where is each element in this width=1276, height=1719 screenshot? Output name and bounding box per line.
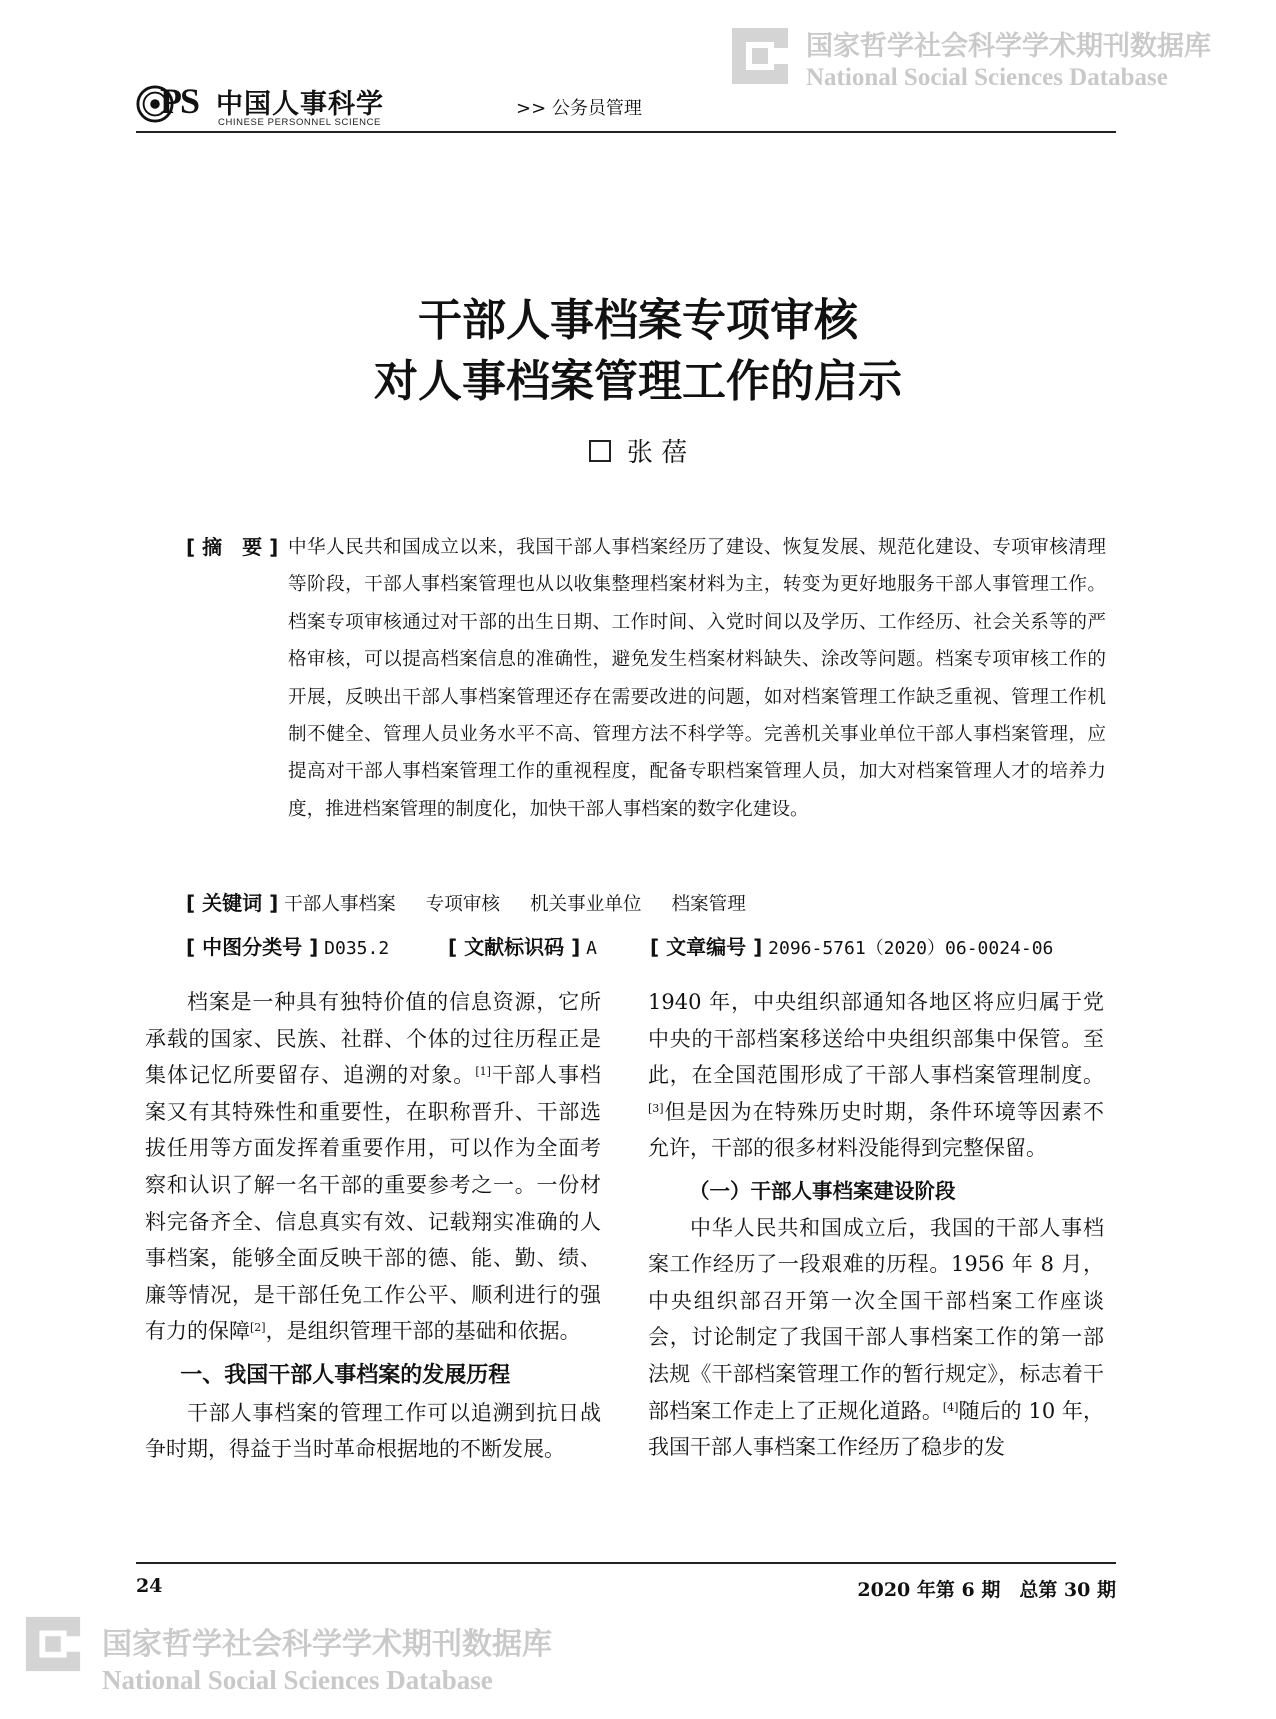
clc-label: [ 中图分类号 ] bbox=[186, 935, 319, 959]
watermark-en-text: National Social Sciences Database bbox=[806, 64, 1168, 91]
article-title-line2: 对人事档案管理工作的启示 bbox=[374, 356, 902, 407]
clc-value: D035.2 bbox=[324, 938, 390, 959]
keyword-item: 机关事业单位 bbox=[529, 894, 642, 915]
issue-info: 2020 年第 6 期 总第 30 期 bbox=[857, 1579, 1116, 1601]
database-watermark-bottom bbox=[22, 1607, 582, 1707]
subsection-heading: （一）干部人事档案建设阶段 bbox=[689, 1178, 956, 1203]
body-text: 1940 年，中央组织部通知各地区将应归属于党中央的干部档案移送给中央组织部集中保管。至此，在全国范围形成了干部人事档案管理制度。 bbox=[648, 990, 1104, 1088]
body-paragraph bbox=[145, 984, 601, 1350]
citation-ref: [1] bbox=[475, 1065, 491, 1079]
doc-code-field bbox=[448, 931, 597, 960]
journal-logo-mark: PS bbox=[160, 81, 199, 121]
database-logo-icon bbox=[22, 1613, 84, 1675]
keyword-item: 专项审核 bbox=[425, 894, 501, 915]
footer-rule bbox=[136, 1562, 1116, 1564]
section-heading: 一、我国干部人事档案的发展历程 bbox=[180, 1362, 511, 1388]
keyword-item: 干部人事档案 bbox=[284, 894, 396, 915]
journal-section: >> 公务员管理 bbox=[516, 98, 642, 119]
article-number-label: [ 文章编号 ] bbox=[650, 935, 763, 959]
body-column-right bbox=[648, 984, 1104, 1466]
body-paragraph bbox=[648, 984, 1104, 1167]
author-line bbox=[0, 432, 1276, 469]
body-text: 中华人民共和国成立后，我国的干部人事档案工作经历了一段艰难的历程。1956 年 8 月，中央组织部召开第一次全国干部档案工作座谈会，讨论制定了我国干部人事档案工作的第一部法规《干部档案管理工作的暂行规定》，标志着干部档案工作走上了正规化道路。 bbox=[648, 1215, 1104, 1423]
body-column-left bbox=[145, 984, 601, 1468]
article-number-field bbox=[650, 931, 1053, 960]
page-number: 24 bbox=[136, 1575, 163, 1597]
watermark-cn-text: 国家哲学社会科学学术期刊数据库 bbox=[806, 31, 1211, 62]
author-box-icon bbox=[589, 440, 611, 462]
body-text: ，是组织管理干部的基础和依据。 bbox=[265, 1319, 581, 1344]
body-paragraph: 干部人事档案的管理工作可以追溯到抗日战争时期，得益于当时革命根据地的不断发展。 bbox=[145, 1400, 601, 1462]
journal-header bbox=[136, 82, 1116, 130]
classification-line bbox=[186, 931, 1116, 961]
journal-name-en: CHINESE PERSONNEL SCIENCE bbox=[218, 117, 381, 128]
database-watermark-top bbox=[728, 10, 1268, 92]
keywords-line bbox=[186, 887, 770, 916]
body-text: 随后的 10 年，我国干部人事档案工作经历了稳步的发 bbox=[648, 1398, 1104, 1460]
body-text: 干部人事档案又有其特殊性和重要性，在职称晋升、干部选拔任用等方面发挥着重要作用，可以作为全面考察和认识了解一名干部的重要参考之一。一份材料完备齐全、信息真实有效、记载翔实准确的人事档案，能够全面反映干部的德、能、勤、绩、廉等情况，是干部任免工作公平、顺利进行的强有力的保障 bbox=[145, 1063, 602, 1344]
header-rule bbox=[136, 131, 1116, 133]
citation-ref: [2] bbox=[250, 1321, 266, 1335]
abstract-text: 中华人民共和国成立以来，我国干部人事档案经历了建设、恢复发展、规范化建设、专项审核清理等阶段，干部人事档案管理也从以收集整理档案材料为主，转变为更好地服务干部人事管理工作。档案专项审核通过对干部的出生日期、工作时间、入党时间以及学历、工作经历、社会关系等的严格审核，可以提高档案信息的准确性，避免发生档案材料缺失、涂改等问题。档案专项审核工作的开展，反映出干部人事档案管理还存在需要改进的问题，如对档案管理工作缺乏重视、管理工作机制不健全、管理人员业务水平不高、管理方法不科学等。完善机关事业单位干部人事档案管理，应提高对干部人事档案管理工作的重视程度，配备专职档案管理人员，加大对档案管理人才的培养力度，推进档案管理的制度化，加快干部人事档案的数字化建设。 bbox=[288, 537, 1106, 820]
keyword-item: 档案管理 bbox=[671, 894, 746, 915]
body-text: 但是因为在特殊历史时期，条件环境等因素不允许，干部的很多材料没能得到完整保留。 bbox=[648, 1099, 1104, 1161]
watermark-en-text: National Social Sciences Database bbox=[102, 1665, 493, 1695]
article-title-line1: 干部人事档案专项审核 bbox=[418, 295, 858, 346]
doc-code-value: A bbox=[586, 938, 597, 959]
article-number-value: 2096-5761（2020）06-0024-06 bbox=[768, 938, 1054, 959]
body-paragraph bbox=[648, 1210, 1104, 1466]
journal-name: 中国人事科学 bbox=[216, 89, 384, 120]
author-name: 张 蓓 bbox=[626, 438, 688, 468]
keywords-label: [ 关键词 ] bbox=[186, 891, 279, 915]
citation-ref: [4] bbox=[942, 1400, 959, 1414]
database-logo-icon bbox=[728, 24, 792, 88]
doc-code-label: [ 文献标识码 ] bbox=[448, 935, 581, 959]
clc-field bbox=[186, 931, 389, 960]
body-text: 档案是一种具有独特价值的信息资源，它所承载的国家、民族、社群、个体的过往历程正是集体记忆所要留存、追溯的对象。 bbox=[145, 990, 601, 1088]
citation-ref: [3] bbox=[648, 1101, 664, 1115]
watermark-cn-text: 国家哲学社会科学学术期刊数据库 bbox=[102, 1627, 552, 1662]
abstract-label: [ 摘 要 ] bbox=[186, 535, 279, 559]
